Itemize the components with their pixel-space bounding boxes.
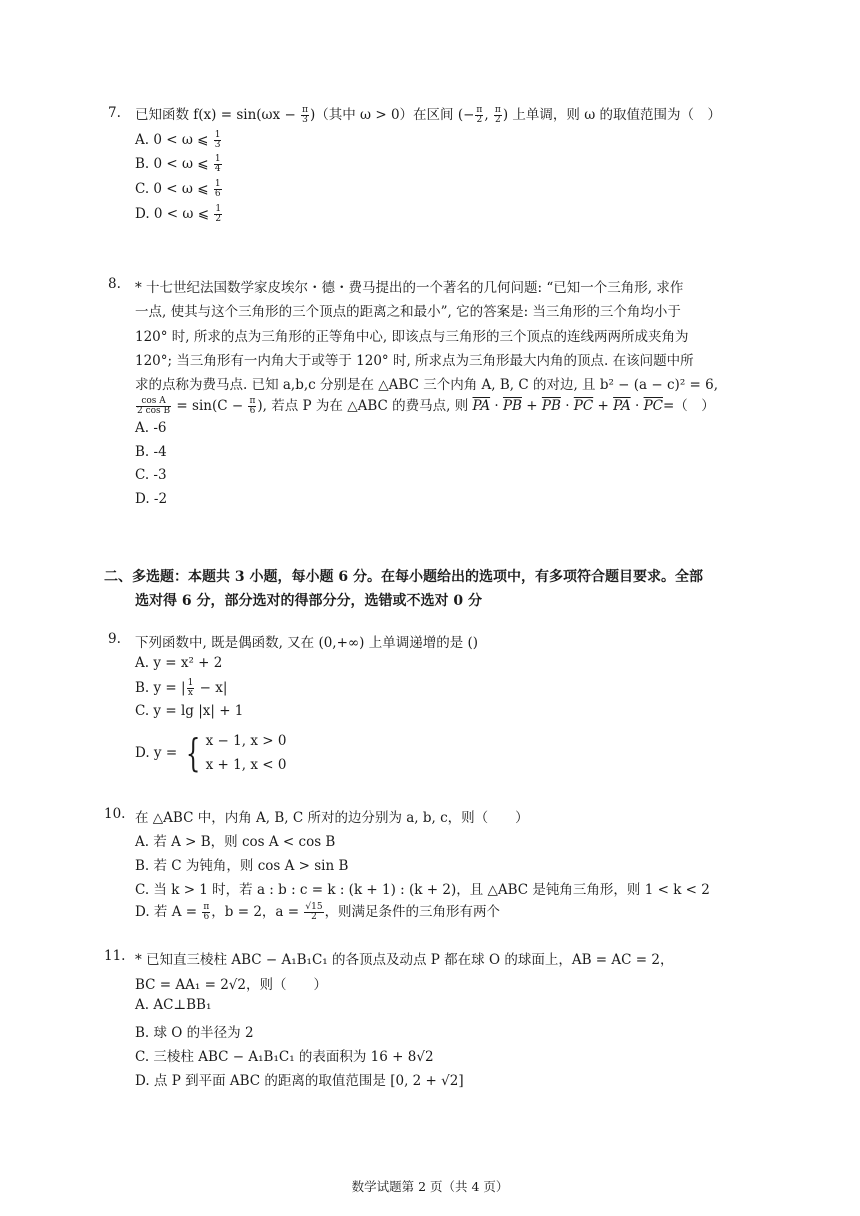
option-d: D. 0 < ω ⩽ $\frac{1}{2}$ bbox=[135, 204, 222, 224]
question-number: 7. bbox=[108, 105, 121, 121]
section-title-line: 选对得 6 分，部分选对的得部分分，选错或不选对 0 分 bbox=[135, 593, 482, 609]
option-d: D. y = { x − 1, x > 0 x + 1, x < 0 bbox=[135, 731, 287, 775]
option-a: A. 0 < ω ⩽ $\frac{1}{3}$ bbox=[135, 130, 221, 150]
option-b: B. 球 O 的半径为 2 bbox=[135, 1025, 254, 1041]
option-c: C. y = lg |x| + 1 bbox=[135, 703, 244, 719]
fraction: $\frac{\pi}{2}$ bbox=[494, 105, 501, 125]
question-stem-line: 120°; 当三角形有一内角大于或等于 120° 时, 所求点为三角形最大内角的顶点. 在该问题中所 bbox=[135, 353, 694, 369]
question-stem-line: 120° 时, 所求的点为三角形的正等角中心, 即该点与三角形的三个顶点的连线两两所成夹角为 bbox=[135, 329, 689, 345]
option-c: C. 三棱柱 ABC − A₁B₁C₁ 的表面积为 16 + 8√2 bbox=[135, 1049, 434, 1065]
option-a: A. 若 A > B，则 cos A < cos B bbox=[135, 834, 336, 850]
fraction: $\frac{\pi}{3}$ bbox=[302, 105, 308, 125]
fraction: $\frac{\pi}{2}$ bbox=[476, 105, 483, 125]
option-d: D. -2 bbox=[135, 491, 168, 507]
option-b: B. 若 C 为钝角，则 cos A > sin B bbox=[135, 858, 349, 874]
question-stem: 已知函数 f(x) = sin(ωx − $\frac{\pi}{3}$ )（其中 ω > 0）在区间 (− $\frac{\pi}{2}$ , $\frac{\pi}{2}$ ) 上单调，则 ω 的取值范围为（ ） bbox=[135, 105, 721, 125]
question-stem-line: BC = AA₁ = 2√2，则（ ） bbox=[135, 977, 327, 993]
question-number: 10. bbox=[104, 806, 126, 822]
option-a: A. AC⊥BB₁ bbox=[135, 997, 212, 1013]
fraction: $\frac{\text{cos A}}{\text{2 cos B}}$ bbox=[137, 396, 171, 416]
left-brace-symbol: { bbox=[186, 731, 201, 775]
question-stem-line: * 已知直三棱柱 ABC − A₁B₁C₁ 的各顶点及动点 P 都在球 O 的球面上，AB = AC = 2， bbox=[135, 952, 674, 968]
option-d: D. 若 A = $\frac{\pi}{6}$ ，b = 2，a = $\frac{√15}{2}$ ，则满足条件的三角形有两个 bbox=[135, 902, 501, 922]
section-title-line: 二、多选题：本题共 3 小题，每小题 6 分。在每小题给出的选项中，有多项符合题目要求。全部 bbox=[104, 569, 703, 585]
option-b: B. -4 bbox=[135, 444, 167, 460]
question-number: 9. bbox=[108, 631, 121, 647]
question-stem-line: 求的点称为费马点. 已知 a,b,c 分别是在 △ABC 三个内角 A, B, C 的对边, 且 b² − (a − c)² = 6, bbox=[135, 377, 719, 393]
fraction: $\frac{\pi}{6}$ bbox=[249, 396, 256, 416]
option-c: C. 0 < ω ⩽ $\frac{1}{6}$ bbox=[135, 179, 221, 199]
question-stem: 在 △ABC 中，内角 A, B, C 所对的边分别为 a, b, c，则（ ） bbox=[135, 810, 529, 826]
option-d: D. 点 P 到平面 ABC 的距离的取值范围是 [0, 2 + √2] bbox=[135, 1073, 464, 1089]
option-c: C. -3 bbox=[135, 467, 167, 483]
question-stem: 下列函数中, 既是偶函数, 又在 (0,+∞) 上单调递增的是 () bbox=[135, 635, 479, 651]
question-stem-line: $\frac{\text{cos A}}{\text{2 cos B}}$ = sin(C − $\frac{\pi}{6}$ ), 若点 P 为在 △ABC 的费马点, 则 $\overline{PA} \cdot \overline{PB} + \overline{PB} \cdot \overline{PC} + \overline{PA} \cdot \overline{PC}=$（ ） bbox=[137, 396, 715, 416]
page-footer: 数学试题第 2 页（共 4 页） bbox=[351, 1179, 509, 1194]
option-c: C. 当 k > 1 时，若 a : b : c = k : (k + 1) : (k + 2)，且 △ABC 是钝角三角形，则 1 < k < 2 bbox=[135, 882, 710, 898]
option-b: B. y = | $\frac{1}{x}$ − x| bbox=[135, 678, 228, 698]
option-b: B. 0 < ω ⩽ $\frac{1}{4}$ bbox=[135, 154, 221, 174]
question-number: 11. bbox=[104, 948, 126, 964]
question-stem-line: * 十七世纪法国数学家皮埃尔・德・费马提出的一个著名的几何问题: “已知一个三角形, 求作 bbox=[135, 280, 684, 296]
question-stem-line: 一点, 使其与这个三角形的三个顶点的距离之和最小”, 它的答案是: 当三角形的三个角均小于 bbox=[135, 304, 681, 320]
option-a: A. -6 bbox=[135, 420, 167, 436]
option-a: A. y = x² + 2 bbox=[135, 655, 223, 671]
question-number: 8. bbox=[108, 276, 121, 292]
